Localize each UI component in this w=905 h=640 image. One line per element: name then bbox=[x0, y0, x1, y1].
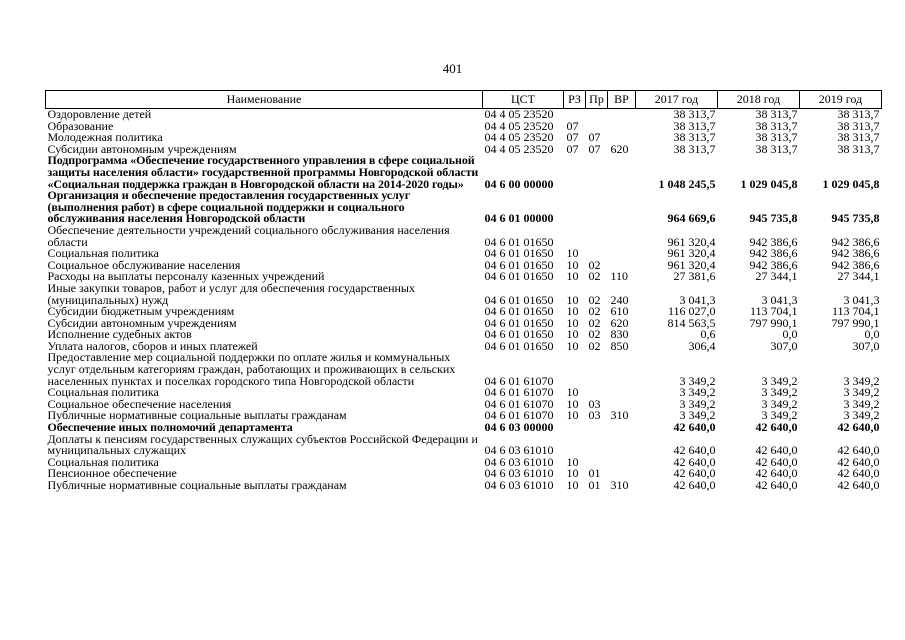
cell-pr: 02 bbox=[588, 292, 601, 307]
cell-y2018: 1 029 045,8 bbox=[740, 176, 798, 191]
cell-y2017: 38 313,7 bbox=[673, 141, 716, 156]
header-pr: Пр bbox=[586, 91, 608, 109]
table-row bbox=[46, 155, 882, 190]
cell-y2019: 1 029 045,8 bbox=[822, 176, 880, 191]
cell-pr: 02 bbox=[588, 315, 601, 330]
cell-rz bbox=[564, 352, 586, 387]
cell-cst: 04 6 03 61010 bbox=[484, 443, 554, 458]
cell-rz: 10 bbox=[566, 304, 579, 319]
cell-y2018: 3 041,3 bbox=[761, 292, 798, 307]
cell-y2019: 42 640,0 bbox=[837, 420, 880, 435]
cell-vr bbox=[608, 422, 636, 434]
cell-cst: 04 4 05 23520 bbox=[484, 118, 554, 133]
cell-name: Образование bbox=[47, 118, 114, 133]
cell-y2019: 942 386,6 bbox=[831, 234, 880, 249]
cell-name: Молодежная политика bbox=[47, 130, 163, 145]
cell-rz: 10 bbox=[566, 396, 579, 411]
cell-vr: 110 bbox=[610, 269, 629, 284]
cell-vr: 310 bbox=[610, 478, 629, 492]
cell-cst: 04 4 05 23520 bbox=[484, 107, 554, 121]
cell-cst: 04 6 01 01650 bbox=[484, 304, 554, 319]
cell-vr: 830 bbox=[610, 327, 629, 342]
cell-vr: 310 bbox=[610, 408, 629, 423]
cell-rz: 10 bbox=[566, 338, 579, 353]
cell-y2019: 945 735,8 bbox=[831, 211, 880, 226]
cell-pr: 02 bbox=[588, 304, 601, 319]
cell-rz: 10 bbox=[566, 408, 579, 423]
cell-y2019: 113 704,1 bbox=[831, 304, 880, 319]
cell-vr: 620 bbox=[610, 141, 629, 156]
cell-cst: 04 6 01 00000 bbox=[484, 211, 554, 226]
cell-y2019: 942 386,6 bbox=[831, 246, 880, 261]
cell-name: Иные закупки товаров, работ и услуг для обеспечения государственных (муниципальных) нужд bbox=[47, 280, 415, 307]
cell-cst: 04 4 05 23520 bbox=[484, 130, 554, 145]
cell-name: Социальная политика bbox=[47, 385, 159, 400]
cell-pr bbox=[586, 434, 608, 457]
cell-rz: 10 bbox=[566, 269, 579, 284]
cell-y2019: 27 344,1 bbox=[837, 269, 880, 284]
cell-y2017: 1 048 245,5 bbox=[658, 176, 716, 191]
cell-pr: 03 bbox=[588, 396, 601, 411]
cell-y2019: 42 640,0 bbox=[837, 478, 880, 492]
cell-cst: 04 6 01 01650 bbox=[484, 338, 554, 353]
cell-name: Оздоровление детей bbox=[47, 107, 152, 121]
cell-y2019: 3 041,3 bbox=[843, 292, 880, 307]
cell-name: Подпрограмма «Обеспечение государственного управления в сфере социальной защиты населения области» государственной программы Новгородской области «Социальная поддержка граждан в Новгородской области на 2014-2020 годы» bbox=[47, 153, 479, 191]
cell-y2019: 3 349,2 bbox=[843, 396, 880, 411]
cell-pr: 03 bbox=[588, 408, 601, 423]
cell-vr bbox=[608, 225, 636, 248]
table-header-row bbox=[46, 91, 882, 109]
table-body bbox=[46, 109, 882, 492]
cell-y2017: 814 563,5 bbox=[667, 315, 716, 330]
cell-y2017: 27 381,6 bbox=[673, 269, 716, 284]
table-row bbox=[46, 283, 882, 306]
cell-y2019: 942 386,6 bbox=[831, 257, 880, 272]
cell-y2017: 38 313,7 bbox=[673, 118, 716, 133]
cell-y2018: 27 344,1 bbox=[755, 269, 798, 284]
cell-y2017: 38 313,7 bbox=[673, 130, 716, 145]
table-row bbox=[46, 190, 882, 225]
cell-y2018: 3 349,2 bbox=[761, 396, 798, 411]
cell-y2018: 3 349,2 bbox=[761, 385, 798, 400]
cell-cst: 04 6 03 61010 bbox=[484, 454, 554, 469]
cell-cst: 04 6 01 61070 bbox=[484, 408, 554, 423]
cell-y2017: 3 041,3 bbox=[679, 292, 716, 307]
table-row bbox=[46, 352, 882, 387]
cell-name: Субсидии автономным учреждениям bbox=[47, 315, 237, 330]
cell-cst: 04 4 05 23520 bbox=[484, 141, 554, 156]
cell-name: Социальная политика bbox=[47, 246, 159, 261]
cell-rz: 07 bbox=[566, 141, 579, 156]
cell-y2018: 942 386,6 bbox=[749, 257, 798, 272]
cell-cst: 04 6 01 01650 bbox=[484, 269, 554, 284]
cell-y2018: 797 990,1 bbox=[749, 315, 798, 330]
cell-rz: 10 bbox=[566, 292, 579, 307]
cell-cst: 04 6 01 01650 bbox=[484, 246, 554, 261]
cell-y2017: 961 320,4 bbox=[667, 257, 716, 272]
cell-name: Социальное обеспечение населения bbox=[47, 396, 232, 411]
cell-vr: 240 bbox=[610, 292, 629, 307]
cell-y2019: 797 990,1 bbox=[831, 315, 880, 330]
cell-y2018: 113 704,1 bbox=[749, 304, 798, 319]
cell-cst: 04 6 03 00000 bbox=[484, 420, 554, 435]
cell-name: Обеспечение иных полномочий департамента bbox=[47, 420, 293, 435]
budget-table bbox=[45, 90, 882, 492]
cell-pr: 01 bbox=[588, 478, 601, 492]
cell-y2018: 42 640,0 bbox=[755, 454, 798, 469]
cell-y2017: 116 027,0 bbox=[667, 304, 716, 319]
cell-cst: 04 6 01 01650 bbox=[484, 315, 554, 330]
header-2018: 2018 год bbox=[718, 91, 800, 109]
cell-pr bbox=[586, 190, 608, 225]
cell-name: Предоставление мер социальной поддержки по оплате жилья и коммунальных услуг отдельным категориям граждан, работающих и проживающих в сельских населенных пунктах и поселках городского типа Новгородской области bbox=[47, 350, 456, 388]
cell-y2018: 42 640,0 bbox=[755, 478, 798, 492]
cell-rz: 10 bbox=[566, 257, 579, 272]
cell-pr bbox=[586, 225, 608, 248]
header-rz: РЗ bbox=[564, 91, 586, 109]
header-vr: ВР bbox=[608, 91, 636, 109]
cell-name: Пенсионное обеспечение bbox=[47, 466, 177, 481]
cell-vr bbox=[608, 352, 636, 387]
cell-name: Публичные нормативные социальные выплаты гражданам bbox=[47, 478, 347, 492]
cell-y2017: 42 640,0 bbox=[673, 443, 716, 458]
cell-cst: 04 6 01 61070 bbox=[484, 373, 554, 388]
cell-rz bbox=[564, 155, 586, 190]
cell-y2018: 0,0 bbox=[782, 327, 798, 342]
cell-pr bbox=[586, 422, 608, 434]
cell-y2019: 3 349,2 bbox=[843, 408, 880, 423]
cell-y2017: 3 349,2 bbox=[679, 408, 716, 423]
cell-y2019: 42 640,0 bbox=[837, 466, 880, 481]
cell-cst: 04 6 01 01650 bbox=[484, 257, 554, 272]
cell-rz: 10 bbox=[566, 315, 579, 330]
cell-y2018: 38 313,7 bbox=[755, 130, 798, 145]
header-2019: 2019 год bbox=[800, 91, 882, 109]
cell-vr: 610 bbox=[610, 304, 629, 319]
cell-pr: 02 bbox=[588, 338, 601, 353]
cell-pr: 02 bbox=[588, 327, 601, 342]
cell-pr: 07 bbox=[588, 130, 601, 145]
cell-y2019: 38 313,7 bbox=[837, 130, 880, 145]
cell-rz bbox=[564, 225, 586, 248]
cell-y2019: 3 349,2 bbox=[843, 385, 880, 400]
cell-y2017: 42 640,0 bbox=[673, 420, 716, 435]
cell-rz bbox=[564, 190, 586, 225]
cell-y2018: 3 349,2 bbox=[761, 373, 798, 388]
cell-y2018: 38 313,7 bbox=[755, 118, 798, 133]
cell-y2017: 42 640,0 bbox=[673, 478, 716, 492]
cell-pr bbox=[586, 352, 608, 387]
cell-rz: 10 bbox=[566, 327, 579, 342]
cell-y2017: 42 640,0 bbox=[673, 454, 716, 469]
cell-vr bbox=[608, 121, 636, 133]
cell-name: Исполнение судебных актов bbox=[47, 327, 192, 342]
cell-pr bbox=[586, 109, 608, 121]
cell-cst: 04 6 01 01650 bbox=[484, 327, 554, 342]
cell-y2017: 961 320,4 bbox=[667, 234, 716, 249]
cell-y2017: 42 640,0 bbox=[673, 466, 716, 481]
header-cst: ЦСТ bbox=[483, 91, 564, 109]
cell-name: Субсидии автономным учреждениям bbox=[47, 141, 237, 156]
cell-rz: 10 bbox=[566, 246, 579, 261]
cell-name: Расходы на выплаты персоналу казенных учреждений bbox=[47, 269, 325, 284]
header-2017: 2017 год bbox=[636, 91, 718, 109]
cell-vr bbox=[608, 190, 636, 225]
cell-y2017: 38 313,7 bbox=[673, 107, 716, 121]
cell-vr bbox=[608, 248, 636, 260]
cell-y2017: 0,6 bbox=[700, 327, 716, 342]
cell-cst: 04 6 01 01650 bbox=[484, 234, 554, 249]
cell-y2018: 42 640,0 bbox=[755, 420, 798, 435]
cell-pr: 02 bbox=[588, 269, 601, 284]
cell-vr: 620 bbox=[610, 315, 629, 330]
cell-y2018: 945 735,8 bbox=[749, 211, 798, 226]
cell-vr bbox=[608, 109, 636, 121]
cell-y2019: 42 640,0 bbox=[837, 454, 880, 469]
cell-name: Доплаты к пенсиям государственных служащих субъектов Российской Федерации и муниципальных служащих bbox=[47, 431, 478, 458]
cell-name: Субсидии бюджетным учреждениям bbox=[47, 304, 235, 319]
cell-cst: 04 6 01 61070 bbox=[484, 396, 554, 411]
cell-name: Организация и обеспечение предоставления государственных услуг (выполнения работ) в сфере социальной поддержки и социального обслуживания населения Новгородской области bbox=[47, 188, 411, 226]
cell-name: Публичные нормативные социальные выплаты гражданам bbox=[47, 408, 347, 423]
cell-name: Социальное обслуживание населения bbox=[47, 257, 241, 272]
cell-pr: 02 bbox=[588, 257, 601, 272]
cell-pr: 07 bbox=[588, 141, 601, 156]
cell-y2019: 307,0 bbox=[852, 338, 880, 353]
cell-cst: 04 6 01 61070 bbox=[484, 385, 554, 400]
cell-y2018: 3 349,2 bbox=[761, 408, 798, 423]
cell-y2018: 38 313,7 bbox=[755, 141, 798, 156]
cell-name: Социальная политика bbox=[47, 454, 159, 469]
cell-y2017: 961 320,4 bbox=[667, 246, 716, 261]
cell-y2019: 38 313,7 bbox=[837, 118, 880, 133]
cell-y2019: 42 640,0 bbox=[837, 443, 880, 458]
page-number: 401 bbox=[442, 61, 463, 76]
cell-rz: 07 bbox=[566, 118, 579, 133]
cell-y2018: 307,0 bbox=[770, 338, 798, 353]
cell-rz: 10 bbox=[566, 478, 579, 492]
cell-y2018: 38 313,7 bbox=[755, 107, 798, 121]
cell-name: Уплата налогов, сборов и иных платежей bbox=[47, 338, 258, 353]
header-name: Наименование bbox=[46, 91, 483, 109]
cell-rz: 10 bbox=[566, 466, 579, 481]
cell-rz: 10 bbox=[566, 454, 579, 469]
cell-y2017: 306,4 bbox=[688, 338, 716, 353]
cell-y2019: 38 313,7 bbox=[837, 141, 880, 156]
cell-rz bbox=[564, 434, 586, 457]
cell-y2019: 0,0 bbox=[864, 327, 880, 342]
table-row bbox=[46, 225, 882, 248]
cell-vr bbox=[608, 155, 636, 190]
cell-y2017: 3 349,2 bbox=[679, 373, 716, 388]
cell-cst: 04 6 01 01650 bbox=[484, 292, 554, 307]
cell-y2019: 3 349,2 bbox=[843, 373, 880, 388]
cell-vr bbox=[608, 387, 636, 399]
cell-cst: 04 6 03 61010 bbox=[484, 478, 554, 492]
cell-rz: 07 bbox=[566, 130, 579, 145]
cell-y2018: 42 640,0 bbox=[755, 443, 798, 458]
cell-rz bbox=[564, 422, 586, 434]
cell-cst: 04 6 03 61010 bbox=[484, 466, 554, 481]
cell-pr: 01 bbox=[588, 466, 601, 481]
cell-vr: 850 bbox=[610, 338, 629, 353]
cell-y2019: 38 313,7 bbox=[837, 107, 880, 121]
cell-vr bbox=[608, 457, 636, 469]
cell-vr bbox=[608, 434, 636, 457]
cell-y2018: 942 386,6 bbox=[749, 234, 798, 249]
cell-cst: 04 6 00 00000 bbox=[484, 176, 554, 191]
table-row bbox=[46, 480, 882, 492]
table-row bbox=[46, 434, 882, 457]
cell-y2017: 3 349,2 bbox=[679, 385, 716, 400]
cell-y2018: 42 640,0 bbox=[755, 466, 798, 481]
cell-y2018: 942 386,6 bbox=[749, 246, 798, 261]
cell-y2017: 3 349,2 bbox=[679, 396, 716, 411]
cell-rz: 10 bbox=[566, 385, 579, 400]
cell-pr bbox=[586, 155, 608, 190]
cell-y2017: 964 669,6 bbox=[667, 211, 716, 226]
cell-name: Обеспечение деятельности учреждений социального обслуживания населения области bbox=[47, 222, 450, 249]
